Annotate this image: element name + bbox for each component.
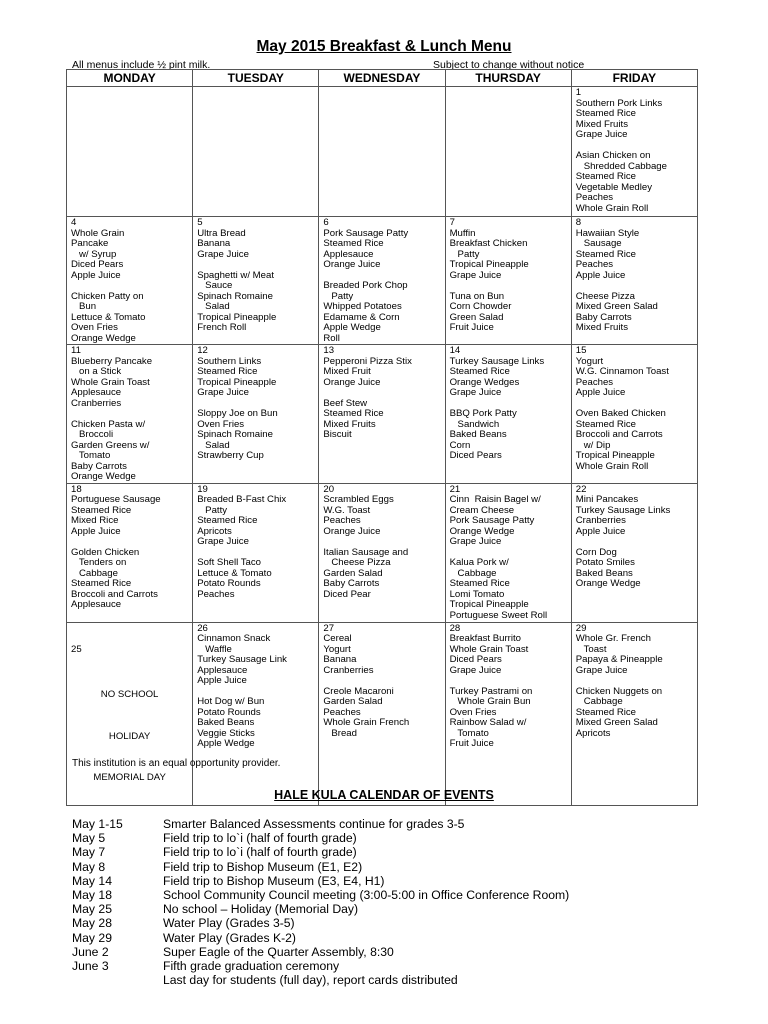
- events-title: HALE KULA CALENDAR OF EVENTS: [274, 788, 494, 802]
- day-number: 25: [71, 643, 82, 655]
- menu-cell: [67, 87, 193, 217]
- menu-cell: 11 Blueberry Pancake on a Stick Whole Grain Toast Applesauce Cranberries Chicken Pasta w/ Broccoli Garden Greens w/ Tomato Baby Carrots Orange Wedge: [67, 345, 193, 484]
- event-date: June 3: [72, 959, 109, 974]
- menu-cell: 1 Southern Pork Links Steamed Rice Mixed Fruits Grape Juice Asian Chicken on Shredded Cabbage Steamed Rice Vegetable Medley Peaches Whole Grain Roll: [571, 87, 697, 217]
- menu-cell: 26 Cinnamon Snack Waffle Turkey Sausage Link Applesauce Apple Juice Hot Dog w/ Bun Potato Rounds Baked Beans Veggie Sticks Apple Wedge: [193, 622, 319, 805]
- menu-cell: 18 Portuguese Sausage Steamed Rice Mixed Rice Apple Juice Golden Chicken Tenders on Cabbage Steamed Rice Broccoli and Carrots Applesauce: [67, 483, 193, 622]
- change-notice: Subject to change without notice: [433, 59, 585, 71]
- day-header-monday: MONDAY: [67, 70, 193, 87]
- event-date: May 18: [72, 888, 112, 903]
- event-description: Smarter Balanced Assessments continue for grades 3-5: [163, 817, 465, 831]
- menu-cell: [445, 87, 571, 217]
- event-row: [72, 916, 712, 930]
- menu-title: May 2015 Breakfast & Lunch Menu: [256, 38, 512, 55]
- event-date: May 1-15: [72, 817, 123, 831]
- event-row: [72, 959, 712, 973]
- event-description: Field trip to lo`i (half of fourth grade): [163, 845, 357, 860]
- equal-opportunity-statement: This institution is an equal opportunity provider.: [72, 758, 281, 769]
- week-row: [67, 345, 698, 484]
- event-description: School Community Council meeting (3:00-5:00 in Office Conference Room): [163, 888, 570, 903]
- holiday-cell: [67, 622, 193, 805]
- event-date: May 14: [72, 873, 112, 888]
- event-description: Water Play (Grades K-2): [163, 930, 296, 945]
- event-description: Super Eagle of the Quarter Assembly, 8:30: [163, 944, 394, 959]
- event-description: No school – Holiday (Memorial Day): [163, 902, 359, 917]
- event-row: [72, 888, 712, 902]
- event-row: [72, 845, 712, 859]
- menu-cell: 13 Pepperoni Pizza Stix Mixed Fruit Orange Juice Beef Stew Steamed Rice Mixed Fruits Biscuit: [319, 345, 445, 484]
- menu-cell: 15 Yogurt W.G. Cinnamon Toast Peaches Apple Juice Oven Baked Chicken Steamed Rice Broccoli and Carrots w/ Dip Tropical Pineapple Whole Grain Roll: [571, 345, 697, 484]
- menu-cell: 20 Scrambled Eggs W.G. Toast Peaches Orange Juice Italian Sausage and Cheese Pizza Garden Salad Baby Carrots Diced Pear: [319, 483, 445, 622]
- event-row: [72, 973, 712, 987]
- event-row: [72, 945, 712, 959]
- event-description: Field trip to Bishop Museum (E3, E4, H1): [163, 873, 385, 888]
- day-header-tuesday: TUESDAY: [193, 70, 319, 87]
- holiday-label: HOLIDAY: [108, 730, 151, 742]
- menu-cell: 8 Hawaiian Style Sausage Steamed Rice Peaches Apple Juice Cheese Pizza Mixed Green Salad Baby Carrots Mixed Fruits: [571, 217, 697, 345]
- event-row: [72, 817, 712, 831]
- menu-calendar: [66, 69, 698, 806]
- week-row: [67, 87, 698, 217]
- events-list: [72, 817, 712, 987]
- menu-cell: 27 Cereal Yogurt Banana Cranberries Creole Macaroni Garden Salad Peaches Whole Grain French Bread: [319, 622, 445, 805]
- menu-cell: 19 Breaded B-Fast Chix Patty Steamed Rice Apricots Grape Juice Soft Shell Taco Lettuce & Tomato Potato Rounds Peaches: [193, 483, 319, 622]
- menu-cell: [319, 87, 445, 217]
- menu-cell: 14 Turkey Sausage Links Steamed Rice Orange Wedges Grape Juice BBQ Pork Patty Sandwich Baked Beans Corn Diced Pears: [445, 345, 571, 484]
- menu-cell: 21 Cinn Raisin Bagel w/ Cream Cheese Pork Sausage Patty Orange Wedge Grape Juice Kalua Pork w/ Cabbage Steamed Rice Lomi Tomato Tropical Pineapple Portuguese Sweet Roll: [445, 483, 571, 622]
- event-date: May 29: [72, 930, 112, 945]
- event-description: Water Play (Grades 3-5): [163, 916, 295, 931]
- day-header-row: [67, 70, 698, 87]
- week-row: [67, 483, 698, 622]
- memorial-day-label: MEMORIAL DAY: [93, 772, 166, 783]
- menu-cell: 29 Whole Gr. French Toast Papaya & Pineapple Grape Juice Chicken Nuggets on Cabbage Steamed Rice Mixed Green Salad Apricots: [571, 622, 697, 805]
- event-row: [72, 931, 712, 945]
- week-row: [67, 217, 698, 345]
- event-date: May 28: [72, 916, 112, 931]
- event-description: Field trip to lo`i (half of fourth grade): [163, 831, 357, 846]
- milk-note: All menus include ½ pint milk.: [72, 59, 211, 71]
- event-description: Fifth grade graduation ceremony: [163, 959, 340, 974]
- event-date: June 2: [72, 944, 109, 959]
- menu-cell: 4 Whole Grain Pancake w/ Syrup Diced Pears Apple Juice Chicken Patty on Bun Lettuce & Tomato Oven Fries Orange Wedge: [67, 217, 193, 345]
- menu-cell: [193, 87, 319, 217]
- menu-cell: 5 Ultra Bread Banana Grape Juice Spaghetti w/ Meat Sauce Spinach Romaine Salad Tropical Pineapple French Roll: [193, 217, 319, 345]
- event-description: Field trip to Bishop Museum (E1, E2): [163, 859, 363, 874]
- event-row: [72, 874, 712, 888]
- menu-cell: 7 Muffin Breakfast Chicken Patty Tropical Pineapple Grape Juice Tuna on Bun Corn Chowder Green Salad Fruit Juice: [445, 217, 571, 345]
- event-description: Last day for students (full day), report cards distributed: [163, 973, 458, 988]
- menu-cell: 12 Southern Links Steamed Rice Tropical Pineapple Grape Juice Sloppy Joe on Bun Oven Fries Spinach Romaine Salad Strawberry Cup: [193, 345, 319, 484]
- menu-cell: 6 Pork Sausage Patty Steamed Rice Applesauce Orange Juice Breaded Pork Chop Patty Whipped Potatoes Edamame & Corn Apple Wedge Roll: [319, 217, 445, 345]
- day-header-thursday: THURSDAY: [445, 70, 571, 87]
- event-row: [72, 860, 712, 874]
- event-date: May 25: [72, 902, 112, 917]
- event-date: May 5: [72, 831, 106, 846]
- event-date: May 8: [72, 859, 106, 874]
- week-row: [67, 622, 698, 805]
- no-school-label: NO SCHOOL: [100, 689, 159, 700]
- event-row: [72, 902, 712, 916]
- menu-cell: 22 Mini Pancakes Turkey Sausage Links Cranberries Apple Juice Corn Dog Potato Smiles Baked Beans Orange Wedge: [571, 483, 697, 622]
- day-header-friday: FRIDAY: [571, 70, 697, 87]
- day-header-wednesday: WEDNESDAY: [319, 70, 445, 87]
- event-date: May 7: [72, 845, 106, 860]
- event-date: [72, 973, 163, 987]
- event-row: [72, 831, 712, 845]
- menu-cell: 28 Breakfast Burrito Whole Grain Toast Diced Pears Grape Juice Turkey Pastrami on Whole Grain Bun Oven Fries Rainbow Salad w/ Tomato Fruit Juice: [445, 622, 571, 805]
